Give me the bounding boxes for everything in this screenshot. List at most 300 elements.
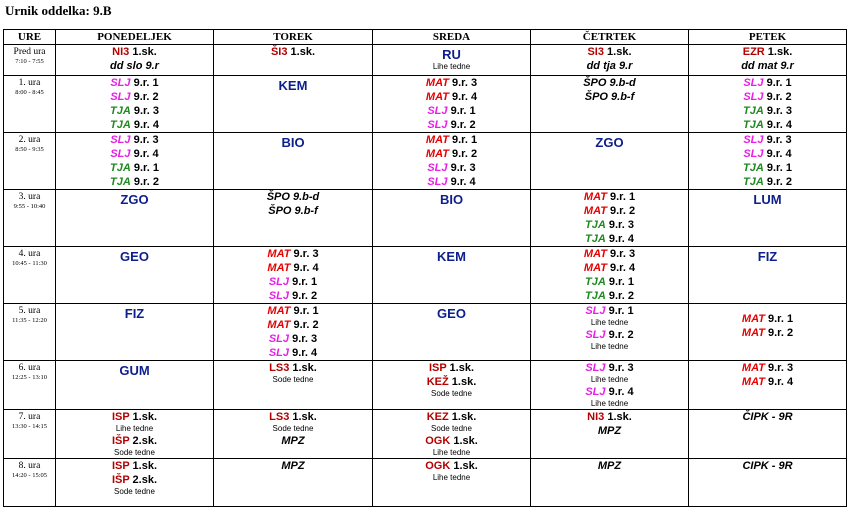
schedule-cell bbox=[689, 76, 847, 133]
lesson-line bbox=[214, 204, 372, 218]
schedule-cell bbox=[214, 190, 373, 247]
subject-code: TJA bbox=[585, 219, 606, 231]
lesson-detail: 9.r. 1 bbox=[290, 305, 319, 317]
lesson-detail: 1.sk. bbox=[604, 411, 632, 423]
subject-code: MAT bbox=[583, 191, 607, 203]
subject-code: TJA bbox=[110, 162, 131, 174]
week-note: Lihe tedne bbox=[590, 399, 629, 408]
table-row bbox=[4, 361, 847, 410]
lesson-line bbox=[689, 326, 846, 340]
subject-code: LS3 bbox=[269, 362, 290, 374]
lesson-detail: 1.sk. bbox=[129, 411, 158, 423]
lesson-detail: 9.r. 2 bbox=[763, 176, 792, 188]
subject-code: SLJ bbox=[427, 162, 448, 174]
lesson-line bbox=[56, 175, 213, 189]
lesson-line bbox=[531, 328, 688, 342]
subject-code: SLJ bbox=[268, 347, 290, 359]
lesson-detail: 9.r. 1 bbox=[289, 276, 318, 288]
lesson-line bbox=[214, 275, 372, 289]
timetable bbox=[3, 29, 847, 507]
lesson-line bbox=[531, 59, 688, 73]
lesson-line bbox=[689, 375, 846, 389]
schedule-cell bbox=[56, 45, 214, 76]
week-note: Lihe tedne bbox=[590, 318, 629, 327]
lesson-detail: MPZ bbox=[597, 460, 622, 472]
column-header-ure: URE bbox=[4, 30, 56, 45]
lesson-detail: 9.r. 2 bbox=[290, 319, 319, 331]
lesson-detail: 9.r. 1 bbox=[605, 305, 634, 317]
lesson-detail: 9.r. 4 bbox=[289, 347, 318, 359]
schedule-cell bbox=[214, 133, 373, 190]
subject-code: SI3 bbox=[587, 46, 604, 58]
subject-code: MAT bbox=[425, 77, 449, 89]
subject-code: TJA bbox=[585, 276, 606, 288]
lesson-detail: 9.r. 1 bbox=[130, 77, 159, 89]
lesson-line bbox=[689, 147, 846, 161]
week-note: Sode tedne bbox=[431, 424, 472, 433]
lesson-line bbox=[373, 90, 530, 104]
lesson-detail: 9.r. 2 bbox=[605, 290, 634, 302]
lesson-detail: 9.r. 2 bbox=[605, 329, 634, 341]
column-header-cetrtek: ČETRTEK bbox=[531, 30, 689, 45]
lesson-line bbox=[689, 410, 846, 424]
column-header-sreda: SREDA bbox=[373, 30, 531, 45]
table-row bbox=[4, 190, 847, 247]
lesson-detail: 9.r. 2 bbox=[289, 290, 318, 302]
subject-label: BIO bbox=[281, 135, 305, 150]
lesson-detail: 9.r. 3 bbox=[606, 248, 636, 260]
table-row bbox=[4, 133, 847, 190]
column-header-torek: TOREK bbox=[214, 30, 373, 45]
lesson-detail: 9.r. 4 bbox=[764, 376, 794, 388]
lesson-line bbox=[214, 247, 372, 261]
subject-label: ZGO bbox=[120, 192, 149, 207]
subject-code: IŠP bbox=[111, 435, 130, 447]
lesson-line bbox=[689, 90, 846, 104]
period-time: 11:35 - 12:20 bbox=[12, 317, 47, 324]
period-cell bbox=[4, 410, 56, 459]
lesson-line bbox=[56, 59, 213, 73]
lesson-line bbox=[214, 410, 372, 424]
lesson-line bbox=[689, 118, 846, 132]
subject-code: MAT bbox=[741, 313, 765, 325]
subject-label: KEM bbox=[437, 249, 466, 264]
subject-code: MAT bbox=[267, 319, 291, 331]
schedule-cell bbox=[56, 190, 214, 247]
lesson-line bbox=[214, 346, 372, 360]
lesson-line bbox=[373, 375, 530, 389]
week-note: Sode tedne bbox=[272, 424, 314, 433]
subject-code: SLJ bbox=[585, 362, 606, 374]
schedule-cell bbox=[531, 247, 689, 304]
subject-code: MAT bbox=[583, 205, 607, 217]
lesson-detail: 9.r. 2 bbox=[763, 91, 792, 103]
subject-code: EZR bbox=[742, 46, 765, 58]
schedule-cell bbox=[689, 190, 847, 247]
schedule-cell bbox=[373, 361, 531, 410]
subject-code: MAT bbox=[583, 262, 607, 274]
subject-code: SLJ bbox=[268, 290, 290, 302]
table-row bbox=[4, 76, 847, 133]
schedule-cell bbox=[373, 459, 531, 507]
lesson-detail: 1.sk. bbox=[450, 460, 478, 472]
schedule-cell bbox=[689, 133, 847, 190]
lesson-detail: ŠPO 9.b-d bbox=[583, 77, 636, 89]
lesson-detail: 9.r. 3 bbox=[764, 362, 794, 374]
subject-code: MAT bbox=[741, 327, 765, 339]
schedule-cell bbox=[373, 76, 531, 133]
lesson-detail: ŠPO 9.b-f bbox=[268, 205, 318, 217]
subject-code: NI3 bbox=[112, 46, 130, 58]
subject-code: TJA bbox=[585, 233, 606, 245]
week-note: Lihe tedne bbox=[590, 342, 629, 351]
lesson-detail: MPZ bbox=[281, 460, 305, 472]
lesson-detail: 1.sk. bbox=[448, 376, 477, 388]
lesson-line bbox=[531, 204, 688, 218]
lesson-detail: 9.r. 4 bbox=[290, 262, 319, 274]
subject-label: BIO bbox=[439, 192, 464, 207]
subject-code: MAT bbox=[425, 134, 449, 146]
subject-code: TJA bbox=[743, 105, 764, 117]
subject-code: MAT bbox=[583, 248, 607, 260]
lesson-line bbox=[373, 118, 530, 132]
lesson-detail: 9.r. 3 bbox=[130, 105, 159, 117]
spacer bbox=[689, 304, 846, 312]
schedule-cell bbox=[214, 410, 373, 459]
lesson-line bbox=[373, 459, 530, 473]
lesson-detail: 9.r. 3 bbox=[605, 362, 634, 374]
lesson-line bbox=[531, 45, 688, 59]
subject-code: SLJ bbox=[743, 77, 764, 89]
lesson-detail: 9.r. 1 bbox=[764, 313, 794, 325]
lesson-detail: 9.r. 1 bbox=[448, 134, 478, 146]
period-cell bbox=[4, 247, 56, 304]
week-note: Sode tedne bbox=[272, 375, 314, 384]
subject-label: ZGO bbox=[595, 135, 624, 150]
lesson-detail: 9.r. 4 bbox=[605, 233, 634, 245]
lesson-detail: 9.r. 1 bbox=[606, 191, 636, 203]
lesson-line bbox=[531, 410, 688, 424]
lesson-line bbox=[531, 289, 688, 303]
subject-code: SLJ bbox=[585, 386, 606, 398]
lesson-line bbox=[531, 361, 688, 375]
subject-label: GEO bbox=[120, 249, 149, 264]
subject-label: GUM bbox=[119, 363, 150, 378]
subject-code: MAT bbox=[267, 248, 291, 260]
lesson-detail: dd tja 9.r bbox=[586, 60, 633, 72]
lesson-line bbox=[373, 104, 530, 118]
lesson-line bbox=[689, 312, 846, 326]
lesson-line bbox=[214, 459, 372, 473]
page-title: Urnik oddelka: 9.B bbox=[5, 3, 112, 18]
lesson-detail: 1.sk. bbox=[450, 435, 478, 447]
schedule-cell bbox=[689, 304, 847, 361]
lesson-detail: dd slo 9.r bbox=[110, 60, 159, 72]
lesson-detail: 9.r. 1 bbox=[447, 105, 476, 117]
lesson-line bbox=[689, 161, 846, 175]
subject-code: SLJ bbox=[427, 105, 448, 117]
lesson-detail: 9.r. 4 bbox=[447, 176, 476, 188]
schedule-cell bbox=[531, 133, 689, 190]
lesson-detail: 1.sk. bbox=[764, 46, 793, 58]
lesson-line bbox=[56, 118, 213, 132]
period-label: 1. ura bbox=[18, 78, 41, 88]
lesson-detail: 9.r. 4 bbox=[763, 119, 792, 131]
schedule-cell bbox=[689, 410, 847, 459]
lesson-line bbox=[689, 45, 846, 59]
week-note: Lihe tedne bbox=[432, 62, 471, 71]
week-note: Lihe tedne bbox=[432, 473, 471, 482]
lesson-line bbox=[56, 104, 213, 118]
table-row bbox=[4, 304, 847, 361]
lesson-detail: ČIPK - 9R bbox=[742, 411, 793, 423]
lesson-line bbox=[214, 318, 372, 332]
lesson-line bbox=[373, 161, 530, 175]
period-cell bbox=[4, 45, 56, 76]
subject-code: TJA bbox=[585, 290, 606, 302]
schedule-cell bbox=[531, 45, 689, 76]
lesson-line bbox=[689, 361, 846, 375]
lesson-line bbox=[689, 459, 846, 473]
lesson-line bbox=[373, 361, 530, 375]
lesson-detail: 9.r. 3 bbox=[447, 162, 476, 174]
lesson-detail: 9.r. 4 bbox=[605, 386, 634, 398]
subject-code: TJA bbox=[743, 162, 764, 174]
lesson-line bbox=[373, 76, 530, 90]
lesson-detail: 9.r. 2 bbox=[448, 148, 478, 160]
period-cell bbox=[4, 133, 56, 190]
subject-code: NI3 bbox=[587, 411, 605, 423]
schedule-cell bbox=[214, 361, 373, 410]
lesson-line bbox=[56, 473, 213, 487]
lesson-detail: 2.sk. bbox=[129, 435, 158, 447]
lesson-line bbox=[531, 90, 688, 104]
week-note: Sode tedne bbox=[431, 389, 472, 398]
schedule-cell bbox=[214, 459, 373, 507]
lesson-line bbox=[531, 247, 688, 261]
subject-code: LS3 bbox=[269, 411, 290, 423]
subject-code: SLJ bbox=[110, 134, 131, 146]
lesson-line bbox=[373, 175, 530, 189]
lesson-detail: 9.r. 4 bbox=[130, 148, 159, 160]
period-time: 10:45 - 11:30 bbox=[12, 260, 47, 267]
subject-label: FIZ bbox=[124, 306, 145, 321]
period-time: 7:10 - 7:55 bbox=[15, 58, 44, 65]
lesson-detail: 1.sk. bbox=[129, 46, 157, 58]
lesson-detail: 9.r. 4 bbox=[606, 262, 636, 274]
subject-code: MAT bbox=[741, 362, 765, 374]
lesson-line bbox=[56, 133, 213, 147]
period-label: 5. ura bbox=[18, 306, 41, 316]
subject-code: KEZ bbox=[426, 411, 449, 423]
subject-code: SLJ bbox=[743, 134, 764, 146]
lesson-detail: 9.r. 3 bbox=[605, 219, 634, 231]
week-note: Sode tedne bbox=[114, 487, 155, 496]
schedule-cell bbox=[56, 76, 214, 133]
schedule-cell bbox=[373, 304, 531, 361]
lesson-line bbox=[56, 410, 213, 424]
period-time: 8:50 - 9:35 bbox=[15, 146, 44, 153]
lesson-line bbox=[214, 304, 372, 318]
period-label: 4. ura bbox=[18, 249, 41, 259]
schedule-cell bbox=[689, 247, 847, 304]
subject-code: TJA bbox=[743, 119, 764, 131]
lesson-line bbox=[531, 190, 688, 204]
lesson-detail: 1.sk. bbox=[129, 460, 158, 472]
period-label: 2. ura bbox=[18, 135, 41, 145]
subject-code: SLJ bbox=[427, 176, 448, 188]
lesson-line bbox=[373, 133, 530, 147]
schedule-cell bbox=[56, 459, 214, 507]
schedule-cell bbox=[531, 304, 689, 361]
lesson-detail: 9.r. 4 bbox=[130, 119, 159, 131]
lesson-detail: 1.sk. bbox=[603, 46, 632, 58]
table-row bbox=[4, 459, 847, 507]
period-cell bbox=[4, 304, 56, 361]
lesson-line bbox=[689, 76, 846, 90]
lesson-detail: ŠPO 9.b-d bbox=[266, 191, 320, 203]
schedule-cell bbox=[689, 361, 847, 410]
subject-code: SLJ bbox=[585, 305, 606, 317]
subject-code: SLJ bbox=[268, 276, 290, 288]
lesson-detail: 9.r. 1 bbox=[763, 77, 792, 89]
column-header-petek: PETEK bbox=[689, 30, 847, 45]
subject-code: SLJ bbox=[110, 148, 131, 160]
lesson-detail: 1.sk. bbox=[289, 411, 317, 423]
schedule-cell bbox=[214, 45, 373, 76]
subject-code: TJA bbox=[110, 119, 131, 131]
lesson-line bbox=[531, 76, 688, 90]
subject-label: RU bbox=[442, 47, 461, 62]
subject-code: SLJ bbox=[110, 91, 131, 103]
lesson-detail: 9.r. 2 bbox=[447, 119, 476, 131]
lesson-detail: 9.r. 3 bbox=[763, 105, 792, 117]
lesson-line bbox=[214, 261, 372, 275]
subject-code: KEŽ bbox=[426, 376, 449, 388]
schedule-cell bbox=[531, 76, 689, 133]
header-row bbox=[4, 30, 847, 45]
subject-code: TJA bbox=[110, 105, 131, 117]
lesson-line bbox=[373, 410, 530, 424]
schedule-cell bbox=[56, 304, 214, 361]
lesson-detail: 9.r. 2 bbox=[130, 176, 159, 188]
schedule-cell bbox=[373, 133, 531, 190]
lesson-line bbox=[689, 133, 846, 147]
table-row bbox=[4, 410, 847, 459]
lesson-line bbox=[689, 175, 846, 189]
lesson-detail: 9.r. 1 bbox=[763, 162, 792, 174]
period-label: Pred ura bbox=[13, 47, 46, 57]
period-cell bbox=[4, 190, 56, 247]
lesson-detail: 9.r. 3 bbox=[290, 248, 319, 260]
lesson-line bbox=[531, 385, 688, 399]
schedule-cell bbox=[56, 133, 214, 190]
period-cell bbox=[4, 361, 56, 410]
lesson-detail: MPZ bbox=[597, 425, 622, 437]
period-time: 9:55 - 10:40 bbox=[13, 203, 46, 210]
subject-code: SLJ bbox=[110, 77, 131, 89]
lesson-line bbox=[214, 434, 372, 448]
subject-code: SLJ bbox=[268, 333, 290, 345]
lesson-detail: 9.r. 1 bbox=[130, 162, 159, 174]
lesson-detail: MPZ bbox=[281, 435, 305, 447]
lesson-line bbox=[56, 147, 213, 161]
lesson-detail: 2.sk. bbox=[129, 474, 158, 486]
period-label: 7. ura bbox=[18, 412, 41, 422]
lesson-line bbox=[531, 459, 688, 473]
subject-code: SLJ bbox=[743, 91, 764, 103]
subject-code: IŠP bbox=[111, 474, 130, 486]
week-note: Lihe tedne bbox=[115, 424, 154, 433]
lesson-line bbox=[214, 289, 372, 303]
subject-label: FIZ bbox=[757, 249, 778, 264]
subject-code: ISP bbox=[111, 460, 130, 472]
schedule-cell bbox=[689, 459, 847, 507]
lesson-line bbox=[56, 45, 213, 59]
lesson-line bbox=[689, 59, 846, 73]
schedule-cell bbox=[56, 247, 214, 304]
week-note: Lihe tedne bbox=[590, 375, 629, 384]
schedule-cell bbox=[531, 410, 689, 459]
subject-label: GEO bbox=[437, 306, 466, 321]
lesson-line bbox=[56, 90, 213, 104]
period-cell bbox=[4, 459, 56, 507]
lesson-detail: 9.r. 3 bbox=[763, 134, 792, 146]
lesson-detail: 9.r. 3 bbox=[448, 77, 478, 89]
lesson-detail: 1.sk. bbox=[446, 362, 475, 374]
schedule-cell bbox=[531, 459, 689, 507]
lesson-detail: 1.sk. bbox=[448, 411, 477, 423]
column-header-ponedeljek: PONEDELJEK bbox=[56, 30, 214, 45]
period-time: 14:20 - 15:05 bbox=[11, 472, 48, 479]
schedule-cell bbox=[689, 45, 847, 76]
schedule-cell bbox=[56, 361, 214, 410]
period-time: 12:25 - 13:10 bbox=[11, 374, 48, 381]
lesson-line bbox=[531, 261, 688, 275]
subject-code: MAT bbox=[267, 262, 291, 274]
lesson-line bbox=[56, 161, 213, 175]
lesson-line bbox=[531, 218, 688, 232]
schedule-cell bbox=[373, 45, 531, 76]
subject-code: MAT bbox=[267, 305, 291, 317]
table-row bbox=[4, 247, 847, 304]
lesson-line bbox=[531, 304, 688, 318]
period-label: 6. ura bbox=[18, 363, 41, 373]
subject-code: TJA bbox=[110, 176, 131, 188]
subject-code: SLJ bbox=[743, 148, 764, 160]
schedule-cell bbox=[531, 190, 689, 247]
subject-code: ISP bbox=[428, 362, 447, 374]
week-note: Sode tedne bbox=[114, 448, 155, 457]
schedule-cell bbox=[373, 410, 531, 459]
subject-label: LUM bbox=[753, 192, 782, 207]
schedule-cell bbox=[214, 304, 373, 361]
schedule-cell bbox=[531, 361, 689, 410]
week-note: Lihe tedne bbox=[432, 448, 471, 457]
subject-code: TJA bbox=[743, 176, 764, 188]
lesson-line bbox=[531, 424, 688, 438]
lesson-line bbox=[214, 190, 372, 204]
subject-code: MAT bbox=[425, 91, 449, 103]
period-time: 8:00 - 8:45 bbox=[15, 89, 44, 96]
schedule-cell bbox=[214, 76, 373, 133]
period-cell bbox=[4, 76, 56, 133]
subject-code: ŠI3 bbox=[270, 46, 288, 58]
lesson-detail: 9.r. 3 bbox=[130, 134, 159, 146]
subject-code: ISP bbox=[111, 411, 130, 423]
period-label: 3. ura bbox=[18, 192, 41, 202]
lesson-detail: 9.r. 4 bbox=[763, 148, 792, 160]
